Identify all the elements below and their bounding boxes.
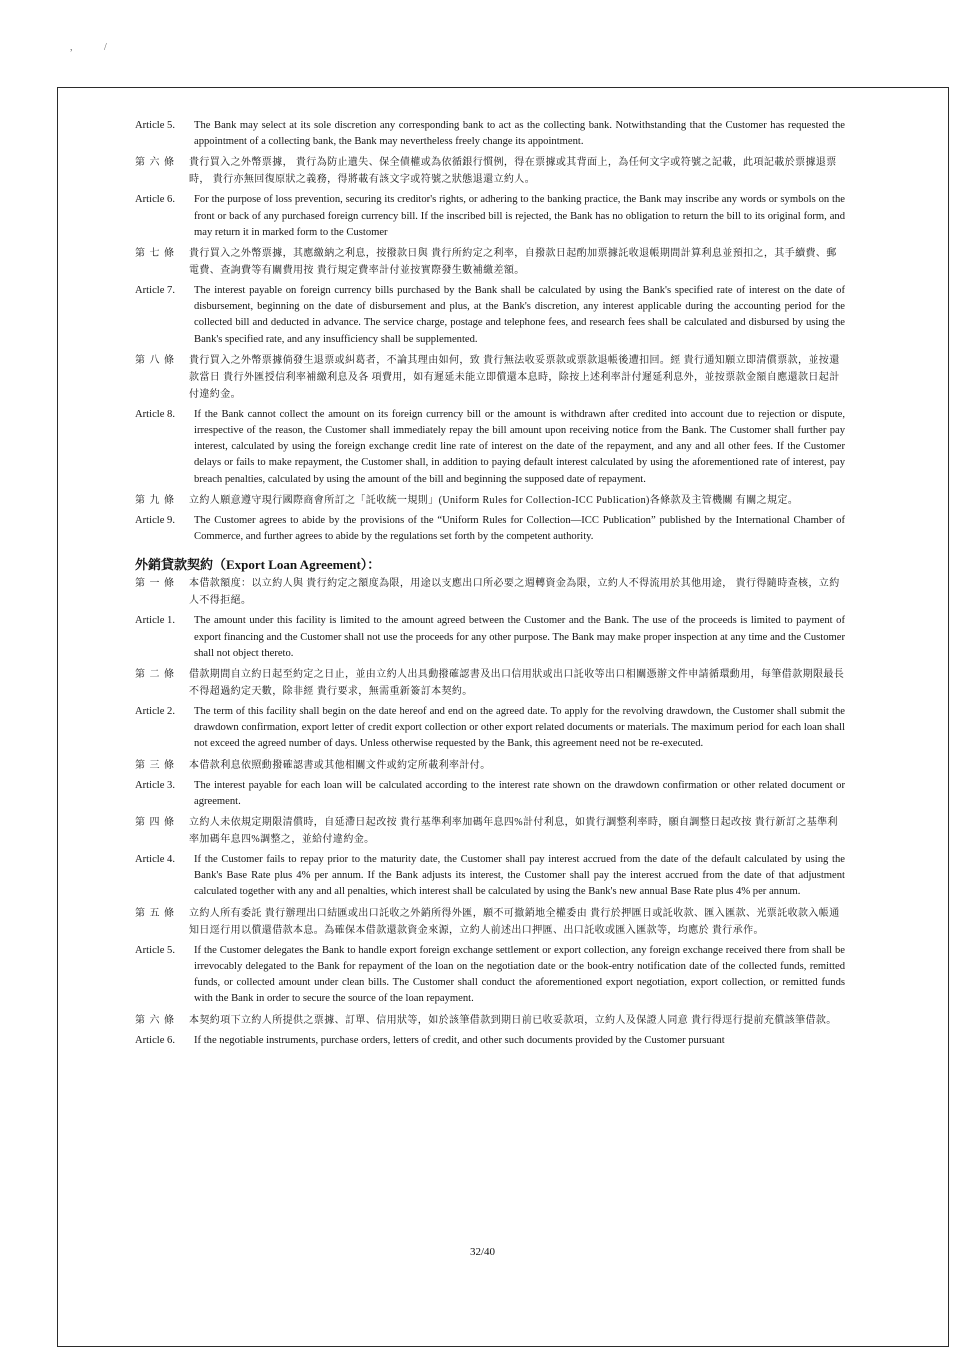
article-text: 貴行買入之外幣票據倘發生退票或糾葛者，不論其理由如何，致 貴行無法收妥票款或票款退帳後遭扣回。經 貴行通知願立即清償票款，並按還款當日 貴行外匯授信利率補繳利息及各 項費用，如有遲延未能立即償還本息時，除按上述利率計付遲延利息外，並按票款金額自應還款日起計付違約金。 (189, 354, 840, 400)
document-body (135, 118, 845, 1053)
article-text: 立約人願意遵守現行國際商會所訂之「託收統一規則」(Uniform Rules for Collection-ICC Publication)各條款及主管機關 有關之規定。 (189, 494, 799, 506)
article-zh (135, 492, 845, 509)
article-en (135, 192, 845, 241)
article-label: 第 二 條 (135, 669, 175, 681)
article-label: Article 6. (135, 1034, 176, 1046)
article-en (135, 704, 845, 753)
article-zh (135, 575, 845, 609)
article-label: Article 7. (135, 285, 176, 297)
article-zh (135, 1012, 845, 1029)
article-en (135, 613, 845, 662)
article-zh (135, 245, 845, 279)
article-label: Article 4. (135, 854, 176, 866)
article-zh (135, 757, 845, 774)
article-label: 第 九 條 (135, 494, 175, 506)
article-text: The interest payable on foreign currency bills purchased by the Bank shall be calculated by using the Bank's specified rate of interest on the date of disbursement, beginning on the date of disbursement and plus, at the Bank's discretion, any interest applicable during the accounting period for the collected bill and deducted in advance. The service charge, postage and telephone fees, and research fees shall be calculated and disbursed by using the Bank's specified rate, and any insufficiency shall be supplemented. (194, 285, 845, 345)
article-label: 第 三 條 (135, 759, 175, 771)
article-label: Article 3. (135, 779, 176, 791)
article-label: 第 八 條 (135, 354, 175, 366)
article-label: 第 六 條 (135, 157, 175, 169)
article-en (135, 1033, 845, 1049)
article-text: The term of this facility shall begin on the date hereof and end on the agreed date. To apply for the revolving drawdown, the Customer shall submit the drawdown confirmation, export letter of credit export collection or other export related documents or materials. The maximum period for each loan shall not exceed the agreed number of days. Unless otherwise requested by the Bank, this agreement need not be re-executed. (194, 706, 845, 750)
article-en (135, 283, 845, 348)
page-number: 32/40 (469, 1246, 496, 1258)
article-zh (135, 814, 845, 848)
article-label: Article 2. (135, 706, 176, 718)
article-text: 借款期間自立約日起至約定之日止，並由立約人出具動撥確認書及出口信用狀或出口託收等出口相關憑辦文件申請循環動用，每筆借款期限最長不得超過約定天數，除非經 貴行要求，無需重新簽訂本契約。 (189, 669, 845, 698)
article-label: 第 六 條 (135, 1014, 175, 1026)
article-text: The Customer agrees to abide by the provisions of the “Uniform Rules for Collection—ICC Publication” published by the International Chamber of Commerce, and further agrees to abide by the regulations set forth by the competent authority. (194, 514, 845, 543)
article-text: For the purpose of loss prevention, securing its creditor's rights, or adhering to the banking practice, the Bank may inscribe any words or symbols on the front or back of any purchased foreign currency bill. If the inscribed bill is rejected, the Bank has no obligation to return the bill to its original form, and may return it in marked form to the Customer (194, 194, 845, 238)
article-text: The interest payable for each loan will be calculated according to the interest rate shown on the drawdown confirmation or other related document or agreement. (194, 779, 845, 807)
articles-top (135, 118, 845, 545)
article-text: 立約人所有委託 貴行辦理出口結匯或出口託收之外銷所得外匯，願不可撤銷地全權委由 貴行於押匯日或託收款、匯入匯款、光票託收款入帳通知日逕行用以償還借款本息。為確保本借款還款資金來源，立約人前述出口押匯、出口託收或匯入匯款等，均應於 貴行承作。 (189, 907, 840, 936)
article-label: Article 8. (135, 408, 176, 420)
article-en (135, 513, 845, 545)
article-text: 貴行買入之外幣票據， 貴行為防止遺失、保全債權或為依循銀行慣例，得在票據或其背面上，為任何文字或符號之記載，此項記載於票據退票時， 貴行亦無回復原狀之義務，得將載有該文字或符號之狀態退還立約人。 (189, 157, 837, 186)
article-text: If the Bank cannot collect the amount on its foreign currency bill or the amount is withdrawn after credited into account due to rejection or dispute, irrespective of the reason, the Customer shall immediately repay the bill amount upon receiving notice from the Bank. The Customer shall further pay interest, calculated by using the foreign exchange credit line rate of interest on the date of the repayment, and any and all other fees. If the Customer delays or fails to make repayment, the Customer shall, in addition to paying default interest calculated by using the aforementioned rate of interest, pay breach penalties, calculated by using the amount of the bill and beginning the supposed date of repayment. (194, 408, 845, 485)
article-label: Article 5. (135, 120, 176, 131)
article-en (135, 943, 845, 1008)
article-text: The Bank may select at its sole discretion any corresponding bank to act as the collecting bank. Notwithstanding that the Customer has requested the appointment of a collecting bank, the Bank may nevertheless freely change its appointment. (194, 120, 845, 148)
section-heading: 外銷貸款契約（Export Loan Agreement）： (135, 557, 381, 573)
article-text: If the Customer delegates the Bank to handle export foreign exchange settlement or export collection, any foreign exchange received there from shall be irrevocably delegated to the Bank for repayment of the loan on the negotiation date or the book-entry notification date of the collected funds, remitted funds, or collected amount under clean bills. The Customer shall conduct the aforementioned export negotiation, export collection, or remitted funds with the Bank in order to secure the source of the loan repayment. (194, 944, 845, 1005)
article-text: 貴行買入之外幣票據，其應繳納之利息，按撥款日與 貴行所約定之利率，自撥款日起酌加票據託收退帳期間計算利息並預扣之，其手續費、郵電費、查詢費等有關費用按 貴行規定費率計付並按實際發生數補繳差額。 (189, 248, 837, 277)
article-text: If the negotiable instruments, purchase orders, letters of credit, and other such documents provided by the Customer pursuant (194, 1034, 725, 1046)
article-label: 第 五 條 (135, 907, 175, 919)
article-text: 立約人未依規定期限清償時，自延滯日起改按 貴行基準利率加碼年息四%計付利息，如貴行調整利率時，願自調整日起改按 貴行新訂之基準利率加碼年息四%調整之，並給付違約金。 (189, 817, 838, 846)
article-text: The amount under this facility is limited to the amount agreed between the Customer and the Bank. The use of the proceeds is limited to payment of export financing and the Customer shall not use the proceeds for any other purpose. The Bank may make proper inspection at any time and the Customer shall not object thereto. (194, 615, 845, 659)
scan-mark: / (104, 42, 107, 53)
article-zh (135, 905, 845, 939)
article-label: 第 四 條 (135, 817, 175, 829)
article-text: 本借款額度：以立約人與 貴行約定之額度為限，用途以支應出口所必要之週轉資金為限，立約人不得流用於其他用途， 貴行得隨時查核，立約人不得拒絕。 (189, 578, 840, 607)
articles-bottom (135, 575, 845, 1048)
article-label: Article 9. (135, 514, 176, 526)
article-en (135, 118, 845, 150)
article-label: Article 5. (135, 944, 176, 956)
article-text: 本契約項下立約人所提供之票據、訂單、信用狀等，如於該筆借款到期日前已收妥款項，立約人及保證人同意 貴行得逕行提前充償該筆借款。 (189, 1014, 837, 1026)
article-label: Article 1. (135, 615, 176, 627)
article-text: If the Customer fails to repay prior to the maturity date, the Customer shall pay interest accrued from the date of the default calculated by using the Bank's Base Rate plus 4% per annum. If the Bank adjusts its interest, the Customer shall pay the interest accrued from the date of that adjustment calculated together with any and all penalties, which interest shall be calculated by using the Bank's new annual Base Rate plus 4% per annum. (194, 854, 845, 898)
article-zh (135, 666, 845, 700)
article-en (135, 407, 845, 488)
article-label: 第 一 條 (135, 578, 175, 590)
article-label: 第 七 條 (135, 248, 175, 260)
scan-mark: , (70, 42, 73, 53)
article-zh (135, 154, 845, 188)
article-text: 本借款利息依照動撥確認書或其他相關文件或約定所載利率計付。 (189, 759, 491, 771)
article-label: Article 6. (135, 194, 176, 206)
article-en (135, 852, 845, 901)
article-en (135, 778, 845, 810)
article-zh (135, 352, 845, 403)
